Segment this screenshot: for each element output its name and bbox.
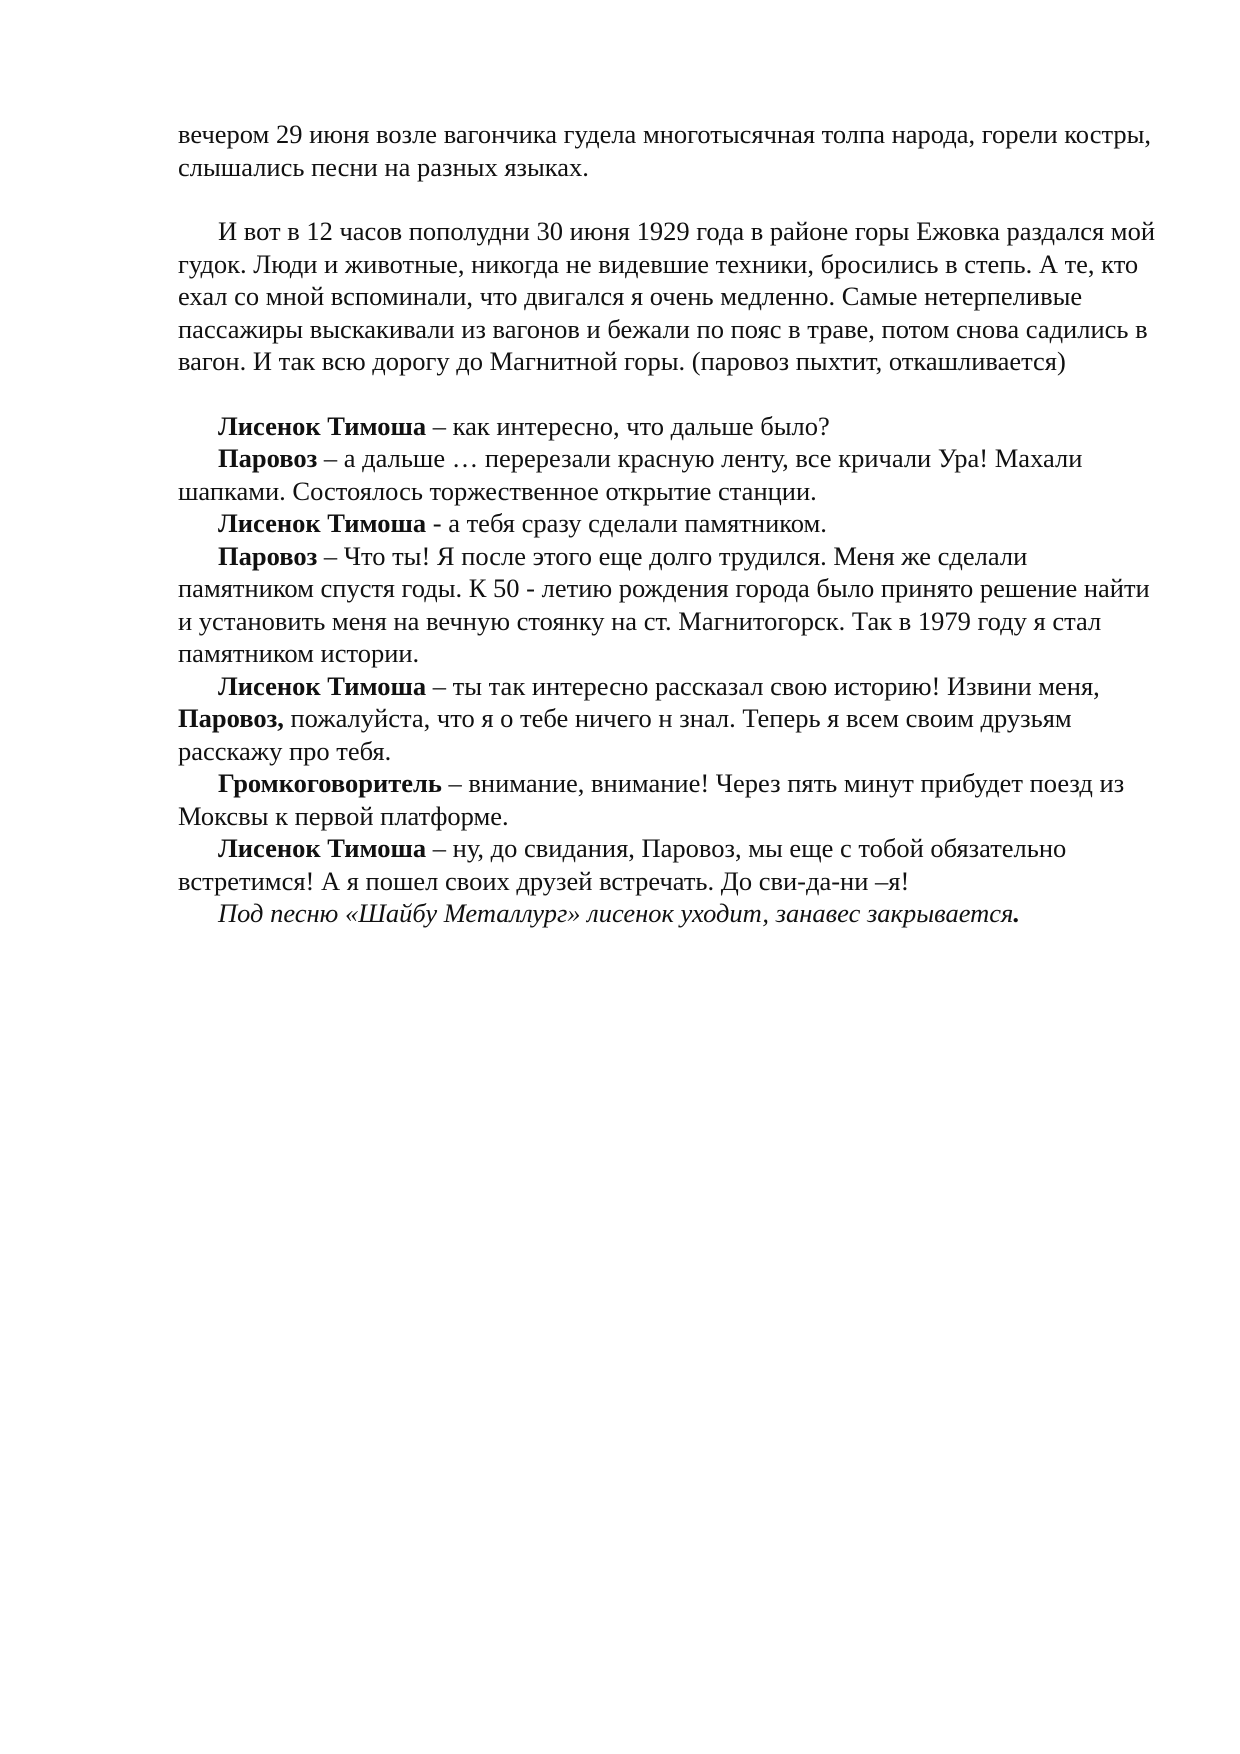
line-text: – как интересно, что дальше было? [426, 410, 830, 441]
paragraph-gap [178, 183, 1163, 215]
document-page [178, 118, 1163, 930]
narration-paragraph: вечером 29 июня возле вагончика гудела многотысячная толпа народа, горели костры, слышались песни на разных языках. [178, 119, 1152, 182]
speaker-name: Лисенок Тимоша [218, 670, 427, 701]
line-text: - а тебя сразу сделали памятником. [426, 508, 827, 538]
speaker-name: Лисенок Тимоша [218, 833, 427, 863]
narration-block [178, 118, 1163, 410]
line-text: – ну, до свидания, Паровоз, мы еще с тобой обязательно встретимся! А я пошел своих друзей встречать. До сви-да-ни –я! [178, 833, 1067, 896]
dialogue-line [178, 410, 1163, 443]
inline-speaker-name: Паровоз, [178, 703, 284, 733]
dialogue-line [178, 507, 1163, 540]
dialogue-block [178, 410, 1163, 930]
paragraph-gap [178, 378, 1163, 410]
dialogue-line [178, 767, 1163, 832]
speaker-name: Громкоговоритель [218, 768, 442, 798]
stage-direction-text: Под песню «Шайбу Металлург» лисенок уходит, занавес закрывается [218, 898, 1014, 928]
speaker-name: Лисенок Тимоша [218, 508, 427, 538]
dialogue-line [178, 540, 1163, 670]
dialogue-line [178, 442, 1163, 507]
line-text: – Что ты! Я после этого еще долго трудился. Меня же сделали памятником спустя годы. К 50 - летию рождения города было принято решение найти и установить меня на вечную стоянку на ст. Магнитогорск. Так в 1979 году я стал памятником истории. [178, 540, 1150, 668]
stage-direction-end: . [1013, 898, 1020, 928]
narration-paragraph: И вот в 12 часов пополудни 30 июня 1929 года в районе горы Ежовка раздался мой гудок. Люди и животные, никогда не видевшие техники, бросились в степь. А те, кто ехал со мной вспоминали, что двигался я очень медленно. Самые нетерпеливые пассажиры выскакивали из вагонов и бежали по пояс в траве, потом снова садились в вагон. И так всю дорогу до Магнитной горы. (паровоз пыхтит, откашливается) [178, 216, 1156, 376]
speaker-name: Паровоз [218, 443, 318, 473]
line-text: – внимание, внимание! Через пять минут прибудет поезд из Моксвы к первой платформе. [178, 768, 1125, 831]
line-text: – ты так интересно рассказал свою историю! Извини меня, [426, 670, 1100, 701]
speaker-name: Паровоз [218, 540, 318, 571]
dialogue-line [178, 832, 1163, 897]
line-text: – а дальше … перерезали красную ленту, все кричали Ура! Махали шапками. Состоялось торжественное открытие станции. [178, 443, 1083, 506]
speaker-name: Лисенок Тимоша [218, 410, 427, 441]
stage-direction [178, 897, 1163, 930]
dialogue-line [178, 670, 1163, 768]
line-text: пожалуйста, что я о тебе ничего н знал. Теперь я всем своим друзьям расскажу про тебя. [178, 703, 1072, 766]
